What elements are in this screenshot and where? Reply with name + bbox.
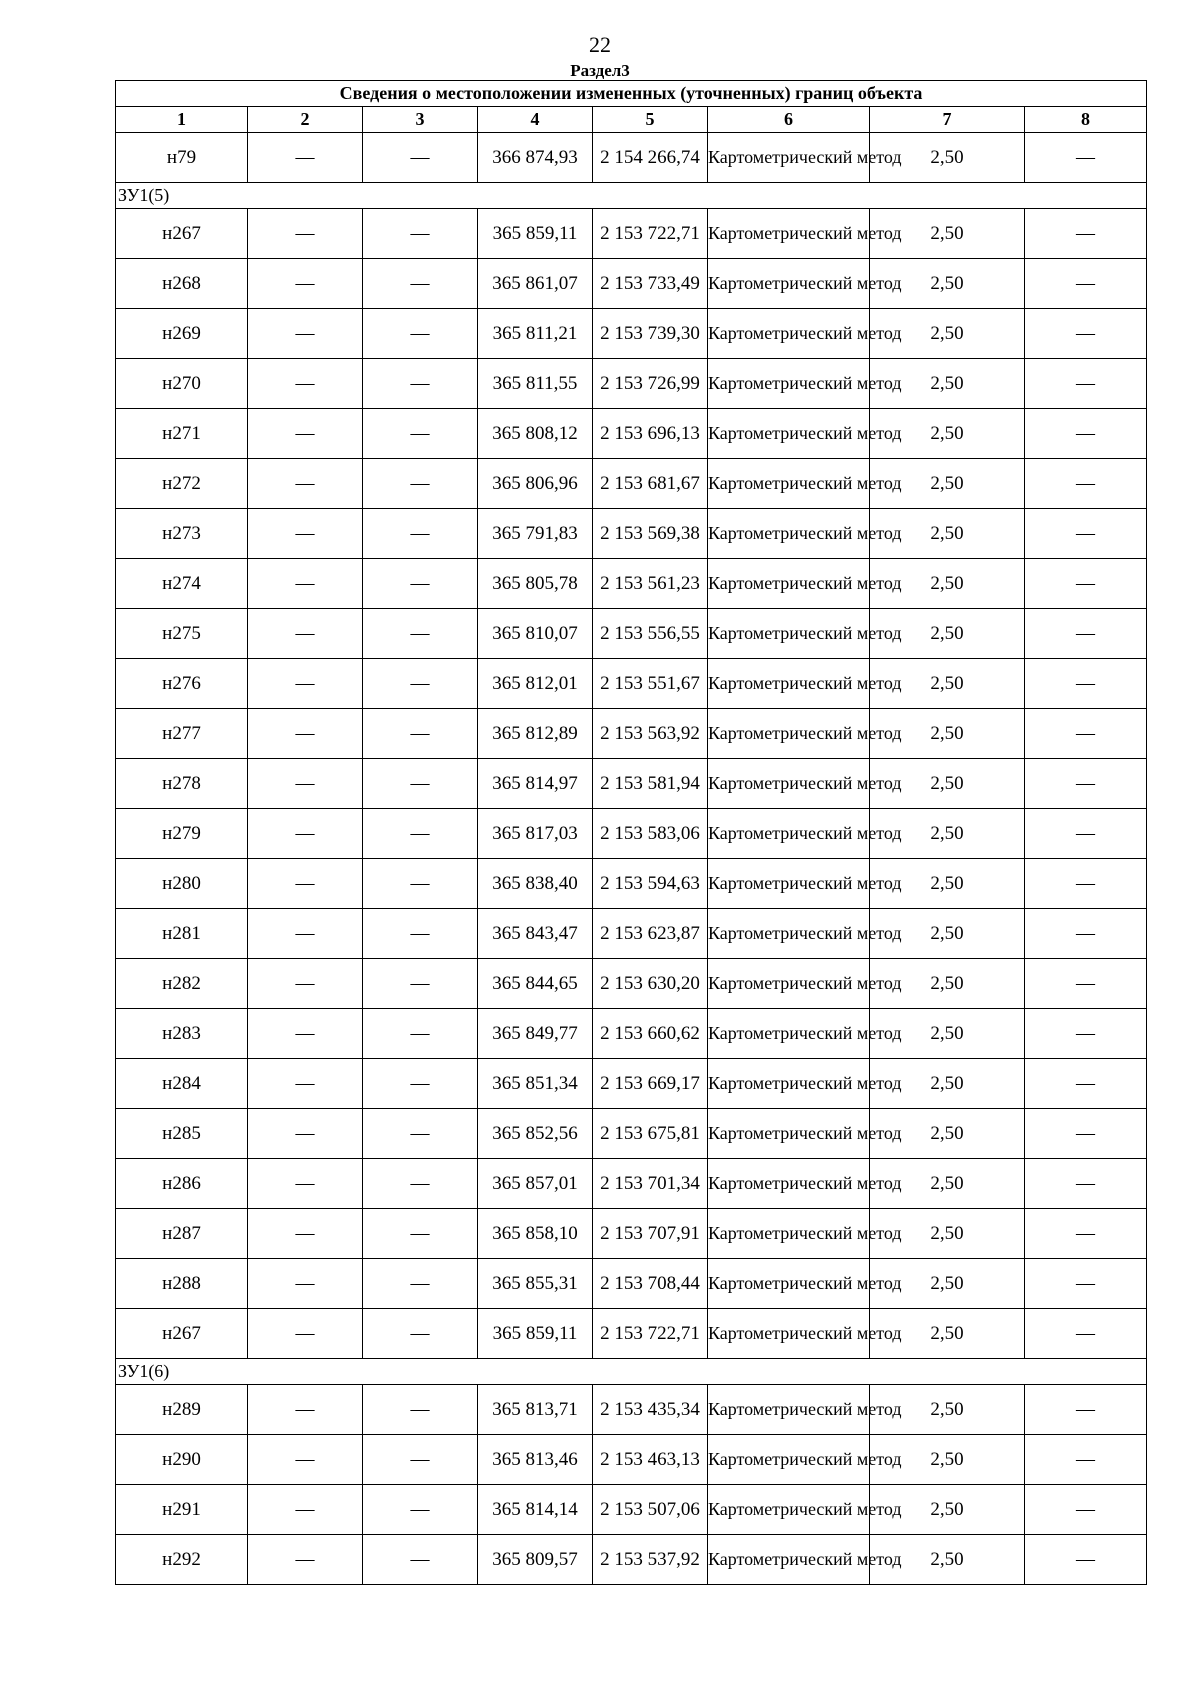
method-cell: Картометрический метод: [708, 459, 870, 509]
table-row: [116, 1109, 1147, 1159]
y-coordinate-cell: 2 153 675,81: [593, 1109, 708, 1159]
table-row: [116, 1159, 1147, 1209]
method-cell: Картометрический метод: [708, 1159, 870, 1209]
y-coordinate-cell: 2 153 708,44: [593, 1259, 708, 1309]
y-coordinate-cell: 2 153 581,94: [593, 759, 708, 809]
x-coordinate-cell: 366 874,93: [478, 133, 593, 183]
col8-cell: —: [1025, 909, 1147, 959]
point-id-cell: н292: [116, 1535, 248, 1585]
method-cell: Картометрический метод: [708, 359, 870, 409]
col2-cell: —: [248, 1109, 363, 1159]
method-cell: Картометрический метод: [708, 1485, 870, 1535]
accuracy-cell: 2,50: [870, 759, 1025, 809]
y-coordinate-cell: 2 153 722,71: [593, 1309, 708, 1359]
col8-cell: —: [1025, 459, 1147, 509]
col8-cell: —: [1025, 659, 1147, 709]
y-coordinate-cell: 2 153 561,23: [593, 559, 708, 609]
y-coordinate-cell: 2 153 696,13: [593, 409, 708, 459]
accuracy-cell: 2,50: [870, 1159, 1025, 1209]
col3-cell: —: [363, 759, 478, 809]
method-cell: Картометрический метод: [708, 859, 870, 909]
point-id-cell: н288: [116, 1259, 248, 1309]
point-id-cell: н282: [116, 959, 248, 1009]
table-row: [116, 509, 1147, 559]
table-row: [116, 959, 1147, 1009]
y-coordinate-cell: 2 153 563,92: [593, 709, 708, 759]
x-coordinate-cell: 365 859,11: [478, 1309, 593, 1359]
col2-cell: —: [248, 509, 363, 559]
x-coordinate-cell: 365 791,83: [478, 509, 593, 559]
x-coordinate-cell: 365 814,14: [478, 1485, 593, 1535]
col2-cell: —: [248, 859, 363, 909]
point-id-cell: н277: [116, 709, 248, 759]
col2-cell: —: [248, 1385, 363, 1435]
col2-cell: —: [248, 559, 363, 609]
accuracy-cell: 2,50: [870, 809, 1025, 859]
accuracy-cell: 2,50: [870, 459, 1025, 509]
col8-cell: —: [1025, 1309, 1147, 1359]
col2-cell: —: [248, 259, 363, 309]
method-cell: Картометрический метод: [708, 1259, 870, 1309]
table-row: [116, 1309, 1147, 1359]
table-row: [116, 1485, 1147, 1535]
y-coordinate-cell: 2 153 660,62: [593, 1009, 708, 1059]
method-cell: Картометрический метод: [708, 1309, 870, 1359]
col2-cell: —: [248, 659, 363, 709]
col3-cell: —: [363, 309, 478, 359]
x-coordinate-cell: 365 809,57: [478, 1535, 593, 1585]
method-cell: Картометрический метод: [708, 209, 870, 259]
col2-cell: —: [248, 709, 363, 759]
point-id-cell: н291: [116, 1485, 248, 1535]
method-cell: Картометрический метод: [708, 259, 870, 309]
col8-cell: —: [1025, 1535, 1147, 1585]
method-cell: Картометрический метод: [708, 1435, 870, 1485]
col2-cell: —: [248, 1309, 363, 1359]
x-coordinate-cell: 365 855,31: [478, 1259, 593, 1309]
method-cell: Картометрический метод: [708, 1009, 870, 1059]
col2-cell: —: [248, 759, 363, 809]
col8-cell: —: [1025, 709, 1147, 759]
accuracy-cell: 2,50: [870, 309, 1025, 359]
table-row: [116, 359, 1147, 409]
table-row: [116, 409, 1147, 459]
col8-cell: —: [1025, 133, 1147, 183]
x-coordinate-cell: 365 813,46: [478, 1435, 593, 1485]
x-coordinate-cell: 365 812,89: [478, 709, 593, 759]
section-title: Раздел3: [570, 61, 630, 80]
col2-cell: —: [248, 1209, 363, 1259]
col8-cell: —: [1025, 1059, 1147, 1109]
x-coordinate-cell: 365 808,12: [478, 409, 593, 459]
col2-cell: —: [248, 809, 363, 859]
table-row: [116, 609, 1147, 659]
col3-cell: —: [363, 909, 478, 959]
y-coordinate-cell: 2 153 733,49: [593, 259, 708, 309]
y-coordinate-cell: 2 153 722,71: [593, 209, 708, 259]
point-id-cell: н289: [116, 1385, 248, 1435]
col8-cell: —: [1025, 1259, 1147, 1309]
table-row: [116, 133, 1147, 183]
col3-cell: —: [363, 659, 478, 709]
y-coordinate-cell: 2 153 739,30: [593, 309, 708, 359]
accuracy-cell: 2,50: [870, 133, 1025, 183]
col2-cell: —: [248, 909, 363, 959]
y-coordinate-cell: 2 153 556,55: [593, 609, 708, 659]
table-row: [116, 209, 1147, 259]
column-number: 4: [478, 107, 593, 133]
accuracy-cell: 2,50: [870, 909, 1025, 959]
method-cell: Картометрический метод: [708, 509, 870, 559]
accuracy-cell: 2,50: [870, 1435, 1025, 1485]
column-number: 6: [708, 107, 870, 133]
col3-cell: —: [363, 1385, 478, 1435]
col8-cell: —: [1025, 1009, 1147, 1059]
x-coordinate-cell: 365 817,03: [478, 809, 593, 859]
point-id-cell: н284: [116, 1059, 248, 1109]
accuracy-cell: 2,50: [870, 1109, 1025, 1159]
table-row: [116, 1535, 1147, 1585]
point-id-cell: н274: [116, 559, 248, 609]
col8-cell: —: [1025, 309, 1147, 359]
col3-cell: —: [363, 1059, 478, 1109]
col8-cell: —: [1025, 259, 1147, 309]
method-cell: Картометрический метод: [708, 709, 870, 759]
x-coordinate-cell: 365 814,97: [478, 759, 593, 809]
point-id-cell: н285: [116, 1109, 248, 1159]
col3-cell: —: [363, 959, 478, 1009]
column-number: 1: [116, 107, 248, 133]
col3-cell: —: [363, 1485, 478, 1535]
col3-cell: —: [363, 133, 478, 183]
y-coordinate-cell: 2 154 266,74: [593, 133, 708, 183]
col8-cell: —: [1025, 359, 1147, 409]
boundary-coordinates-table: [115, 80, 1147, 1585]
col2-cell: —: [248, 409, 363, 459]
accuracy-cell: 2,50: [870, 359, 1025, 409]
method-cell: Картометрический метод: [708, 1109, 870, 1159]
y-coordinate-cell: 2 153 551,67: [593, 659, 708, 709]
col8-cell: —: [1025, 1159, 1147, 1209]
col3-cell: —: [363, 1435, 478, 1485]
x-coordinate-cell: 365 849,77: [478, 1009, 593, 1059]
method-cell: Картометрический метод: [708, 1059, 870, 1109]
y-coordinate-cell: 2 153 707,91: [593, 1209, 708, 1259]
x-coordinate-cell: 365 858,10: [478, 1209, 593, 1259]
col3-cell: —: [363, 409, 478, 459]
table-row: [116, 809, 1147, 859]
point-id-cell: н280: [116, 859, 248, 909]
x-coordinate-cell: 365 859,11: [478, 209, 593, 259]
group-label: ЗУ1(5): [116, 183, 1147, 209]
col2-cell: —: [248, 609, 363, 659]
method-cell: Картометрический метод: [708, 759, 870, 809]
col8-cell: —: [1025, 409, 1147, 459]
y-coordinate-cell: 2 153 569,38: [593, 509, 708, 559]
accuracy-cell: 2,50: [870, 209, 1025, 259]
table-row: [116, 1259, 1147, 1309]
accuracy-cell: 2,50: [870, 1485, 1025, 1535]
table-row: [116, 659, 1147, 709]
col8-cell: —: [1025, 509, 1147, 559]
col3-cell: —: [363, 209, 478, 259]
x-coordinate-cell: 365 861,07: [478, 259, 593, 309]
col3-cell: —: [363, 1009, 478, 1059]
point-id-cell: н273: [116, 509, 248, 559]
method-cell: Картометрический метод: [708, 409, 870, 459]
x-coordinate-cell: 365 851,34: [478, 1059, 593, 1109]
y-coordinate-cell: 2 153 594,63: [593, 859, 708, 909]
y-coordinate-cell: 2 153 669,17: [593, 1059, 708, 1109]
col8-cell: —: [1025, 1485, 1147, 1535]
table-row: [116, 1059, 1147, 1109]
method-cell: Картометрический метод: [708, 309, 870, 359]
col2-cell: —: [248, 1009, 363, 1059]
group-label: ЗУ1(6): [116, 1359, 1147, 1385]
group-header-row: [116, 1359, 1147, 1385]
table-caption: Сведения о местоположении измененных (уточненных) границ объекта: [116, 81, 1147, 107]
method-cell: Картометрический метод: [708, 1209, 870, 1259]
method-cell: Картометрический метод: [708, 559, 870, 609]
column-number: 5: [593, 107, 708, 133]
y-coordinate-cell: 2 153 537,92: [593, 1535, 708, 1585]
y-coordinate-cell: 2 153 630,20: [593, 959, 708, 1009]
table-row: [116, 1385, 1147, 1435]
col3-cell: —: [363, 1109, 478, 1159]
col2-cell: —: [248, 1259, 363, 1309]
col3-cell: —: [363, 809, 478, 859]
column-number: 2: [248, 107, 363, 133]
y-coordinate-cell: 2 153 623,87: [593, 909, 708, 959]
point-id-cell: н271: [116, 409, 248, 459]
method-cell: Картометрический метод: [708, 809, 870, 859]
method-cell: Картометрический метод: [708, 609, 870, 659]
col8-cell: —: [1025, 809, 1147, 859]
col3-cell: —: [363, 509, 478, 559]
point-id-cell: н270: [116, 359, 248, 409]
accuracy-cell: 2,50: [870, 1059, 1025, 1109]
table-row: [116, 909, 1147, 959]
col8-cell: —: [1025, 209, 1147, 259]
col2-cell: —: [248, 209, 363, 259]
col8-cell: —: [1025, 1109, 1147, 1159]
table-row: [116, 459, 1147, 509]
accuracy-cell: 2,50: [870, 409, 1025, 459]
column-number-row: [116, 107, 1147, 133]
point-id-cell: н267: [116, 1309, 248, 1359]
column-number: 3: [363, 107, 478, 133]
col8-cell: —: [1025, 959, 1147, 1009]
point-id-cell: н267: [116, 209, 248, 259]
col3-cell: —: [363, 1535, 478, 1585]
x-coordinate-cell: 365 838,40: [478, 859, 593, 909]
col3-cell: —: [363, 359, 478, 409]
point-id-cell: н268: [116, 259, 248, 309]
col8-cell: —: [1025, 1435, 1147, 1485]
col2-cell: —: [248, 1485, 363, 1535]
table-row: [116, 1209, 1147, 1259]
table-row: [116, 1009, 1147, 1059]
col8-cell: —: [1025, 759, 1147, 809]
point-id-cell: н278: [116, 759, 248, 809]
x-coordinate-cell: 365 852,56: [478, 1109, 593, 1159]
x-coordinate-cell: 365 812,01: [478, 659, 593, 709]
x-coordinate-cell: 365 857,01: [478, 1159, 593, 1209]
method-cell: Картометрический метод: [708, 133, 870, 183]
col3-cell: —: [363, 459, 478, 509]
col2-cell: —: [248, 359, 363, 409]
col8-cell: —: [1025, 859, 1147, 909]
col8-cell: —: [1025, 559, 1147, 609]
table-row: [116, 759, 1147, 809]
col2-cell: —: [248, 959, 363, 1009]
point-id-cell: н276: [116, 659, 248, 709]
col3-cell: —: [363, 1309, 478, 1359]
col2-cell: —: [248, 1059, 363, 1109]
point-id-cell: н272: [116, 459, 248, 509]
col2-cell: —: [248, 1159, 363, 1209]
x-coordinate-cell: 365 843,47: [478, 909, 593, 959]
accuracy-cell: 2,50: [870, 859, 1025, 909]
col2-cell: —: [248, 459, 363, 509]
column-number: 8: [1025, 107, 1147, 133]
point-id-cell: н275: [116, 609, 248, 659]
column-number: 7: [870, 107, 1025, 133]
col2-cell: —: [248, 1435, 363, 1485]
x-coordinate-cell: 365 813,71: [478, 1385, 593, 1435]
table-row: [116, 309, 1147, 359]
y-coordinate-cell: 2 153 681,67: [593, 459, 708, 509]
table-caption-row: [116, 81, 1147, 107]
col3-cell: —: [363, 709, 478, 759]
y-coordinate-cell: 2 153 435,34: [593, 1385, 708, 1435]
method-cell: Картометрический метод: [708, 1385, 870, 1435]
table-body: [116, 133, 1147, 1585]
table-row: [116, 859, 1147, 909]
col8-cell: —: [1025, 1385, 1147, 1435]
x-coordinate-cell: 365 811,21: [478, 309, 593, 359]
table-row: [116, 709, 1147, 759]
point-id-cell: н290: [116, 1435, 248, 1485]
table-row: [116, 559, 1147, 609]
accuracy-cell: 2,50: [870, 1009, 1025, 1059]
accuracy-cell: 2,50: [870, 659, 1025, 709]
point-id-cell: н286: [116, 1159, 248, 1209]
col2-cell: —: [248, 309, 363, 359]
y-coordinate-cell: 2 153 701,34: [593, 1159, 708, 1209]
col8-cell: —: [1025, 609, 1147, 659]
point-id-cell: н279: [116, 809, 248, 859]
page-number: 22: [589, 32, 611, 57]
y-coordinate-cell: 2 153 463,13: [593, 1435, 708, 1485]
col2-cell: —: [248, 1535, 363, 1585]
col3-cell: —: [363, 1259, 478, 1309]
method-cell: Картометрический метод: [708, 909, 870, 959]
method-cell: Картометрический метод: [708, 959, 870, 1009]
accuracy-cell: 2,50: [870, 559, 1025, 609]
x-coordinate-cell: 365 844,65: [478, 959, 593, 1009]
accuracy-cell: 2,50: [870, 1259, 1025, 1309]
accuracy-cell: 2,50: [870, 1309, 1025, 1359]
accuracy-cell: 2,50: [870, 259, 1025, 309]
point-id-cell: н281: [116, 909, 248, 959]
method-cell: Картометрический метод: [708, 1535, 870, 1585]
col3-cell: —: [363, 559, 478, 609]
col3-cell: —: [363, 859, 478, 909]
point-id-cell: н269: [116, 309, 248, 359]
col2-cell: —: [248, 133, 363, 183]
method-cell: Картометрический метод: [708, 659, 870, 709]
col3-cell: —: [363, 609, 478, 659]
col3-cell: —: [363, 1209, 478, 1259]
x-coordinate-cell: 365 805,78: [478, 559, 593, 609]
accuracy-cell: 2,50: [870, 1209, 1025, 1259]
col3-cell: —: [363, 1159, 478, 1209]
point-id-cell: н283: [116, 1009, 248, 1059]
y-coordinate-cell: 2 153 726,99: [593, 359, 708, 409]
col3-cell: —: [363, 259, 478, 309]
x-coordinate-cell: 365 806,96: [478, 459, 593, 509]
table-row: [116, 1435, 1147, 1485]
accuracy-cell: 2,50: [870, 1535, 1025, 1585]
col8-cell: —: [1025, 1209, 1147, 1259]
y-coordinate-cell: 2 153 507,06: [593, 1485, 708, 1535]
x-coordinate-cell: 365 810,07: [478, 609, 593, 659]
accuracy-cell: 2,50: [870, 609, 1025, 659]
accuracy-cell: 2,50: [870, 509, 1025, 559]
group-header-row: [116, 183, 1147, 209]
accuracy-cell: 2,50: [870, 709, 1025, 759]
y-coordinate-cell: 2 153 583,06: [593, 809, 708, 859]
table-row: [116, 259, 1147, 309]
point-id-cell: н287: [116, 1209, 248, 1259]
accuracy-cell: 2,50: [870, 1385, 1025, 1435]
point-id-cell: н79: [116, 133, 248, 183]
x-coordinate-cell: 365 811,55: [478, 359, 593, 409]
accuracy-cell: 2,50: [870, 959, 1025, 1009]
